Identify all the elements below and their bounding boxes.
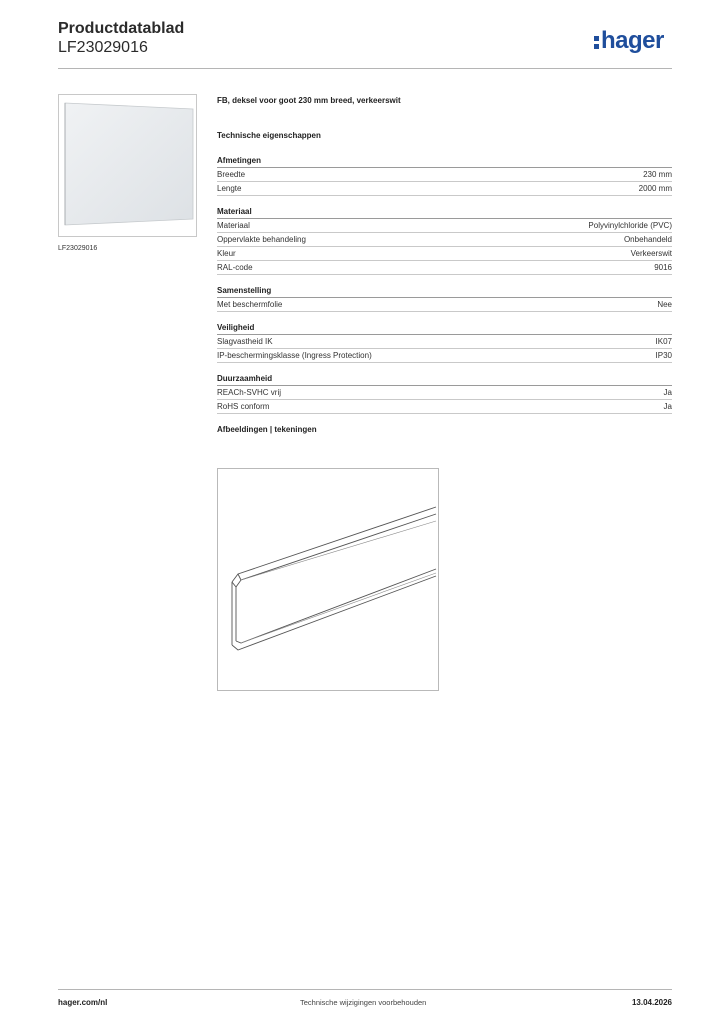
footer-date: 13.04.2026 [631,998,672,1007]
spec-row [217,247,672,261]
spec-value: Ja [663,402,672,411]
footer-divider [58,989,672,990]
spec-label: RAL-code [217,263,253,272]
spec-label: Breedte [217,170,246,179]
section-heading: Samenstelling [217,286,672,298]
spec-label: Lengte [217,184,242,193]
spec-row [217,386,672,400]
spec-row [217,335,672,349]
spec-row [217,182,672,196]
hager-logo [594,27,664,55]
spec-value: IP30 [655,351,672,360]
product-code: LF23029016 [58,39,148,56]
spec-value: 9016 [654,263,672,272]
spec-value: Verkeerswit [630,249,672,258]
section-afmetingen [217,156,672,196]
spec-label: REACh-SVHC vrij [217,388,282,397]
section-duurzaamheid [217,374,672,414]
logo-text: hager [601,27,664,54]
thumbnail-caption: LF23029016 [58,245,98,252]
tech-heading: Technische eigenschappen [217,131,321,140]
spec-row [217,349,672,363]
logo-dots-icon [594,34,599,48]
section-heading: Duurzaamheid [217,374,672,386]
technical-drawing [217,468,439,691]
footer-notice: Technische wijzigingen voorbehouden [300,998,427,1007]
spec-value: 230 mm [643,170,672,179]
spec-value: 2000 mm [638,184,672,193]
spec-label: Materiaal [217,221,250,230]
spec-row [217,233,672,247]
section-samenstelling [217,286,672,312]
spec-value: Onbehandeld [623,235,672,244]
spec-value: IK07 [655,337,672,346]
section-veiligheid [217,323,672,363]
spec-value: Nee [657,300,672,309]
spec-row [217,261,672,275]
spec-label: Met beschermfolie [217,300,283,309]
spec-label: Kleur [217,249,236,258]
spec-value: Polyvinylchloride (PVC) [588,221,672,230]
section-heading: Materiaal [217,207,672,219]
spec-value: Ja [663,388,672,397]
images-heading: Afbeeldingen | tekeningen [217,425,317,434]
product-thumbnail [58,94,197,237]
spec-label: IP-beschermingsklasse (Ingress Protection) [217,351,372,360]
specification-panel [217,96,672,434]
section-heading: Veiligheid [217,323,672,335]
page-title: Productdatablad [58,20,185,37]
spec-label: RoHS conform [217,402,270,411]
section-heading: Afmetingen [217,156,672,168]
footer-website[interactable]: hager.com/nl [58,998,108,1007]
spec-row [217,298,672,312]
spec-label: Slagvastheid IK [217,337,273,346]
product-title: FB, deksel voor goot 230 mm breed, verkeerswit [217,96,401,105]
header-divider [58,68,672,69]
section-materiaal [217,207,672,275]
spec-row [217,400,672,414]
spec-label: Oppervlakte behandeling [217,235,306,244]
spec-row [217,168,672,182]
spec-row [217,219,672,233]
